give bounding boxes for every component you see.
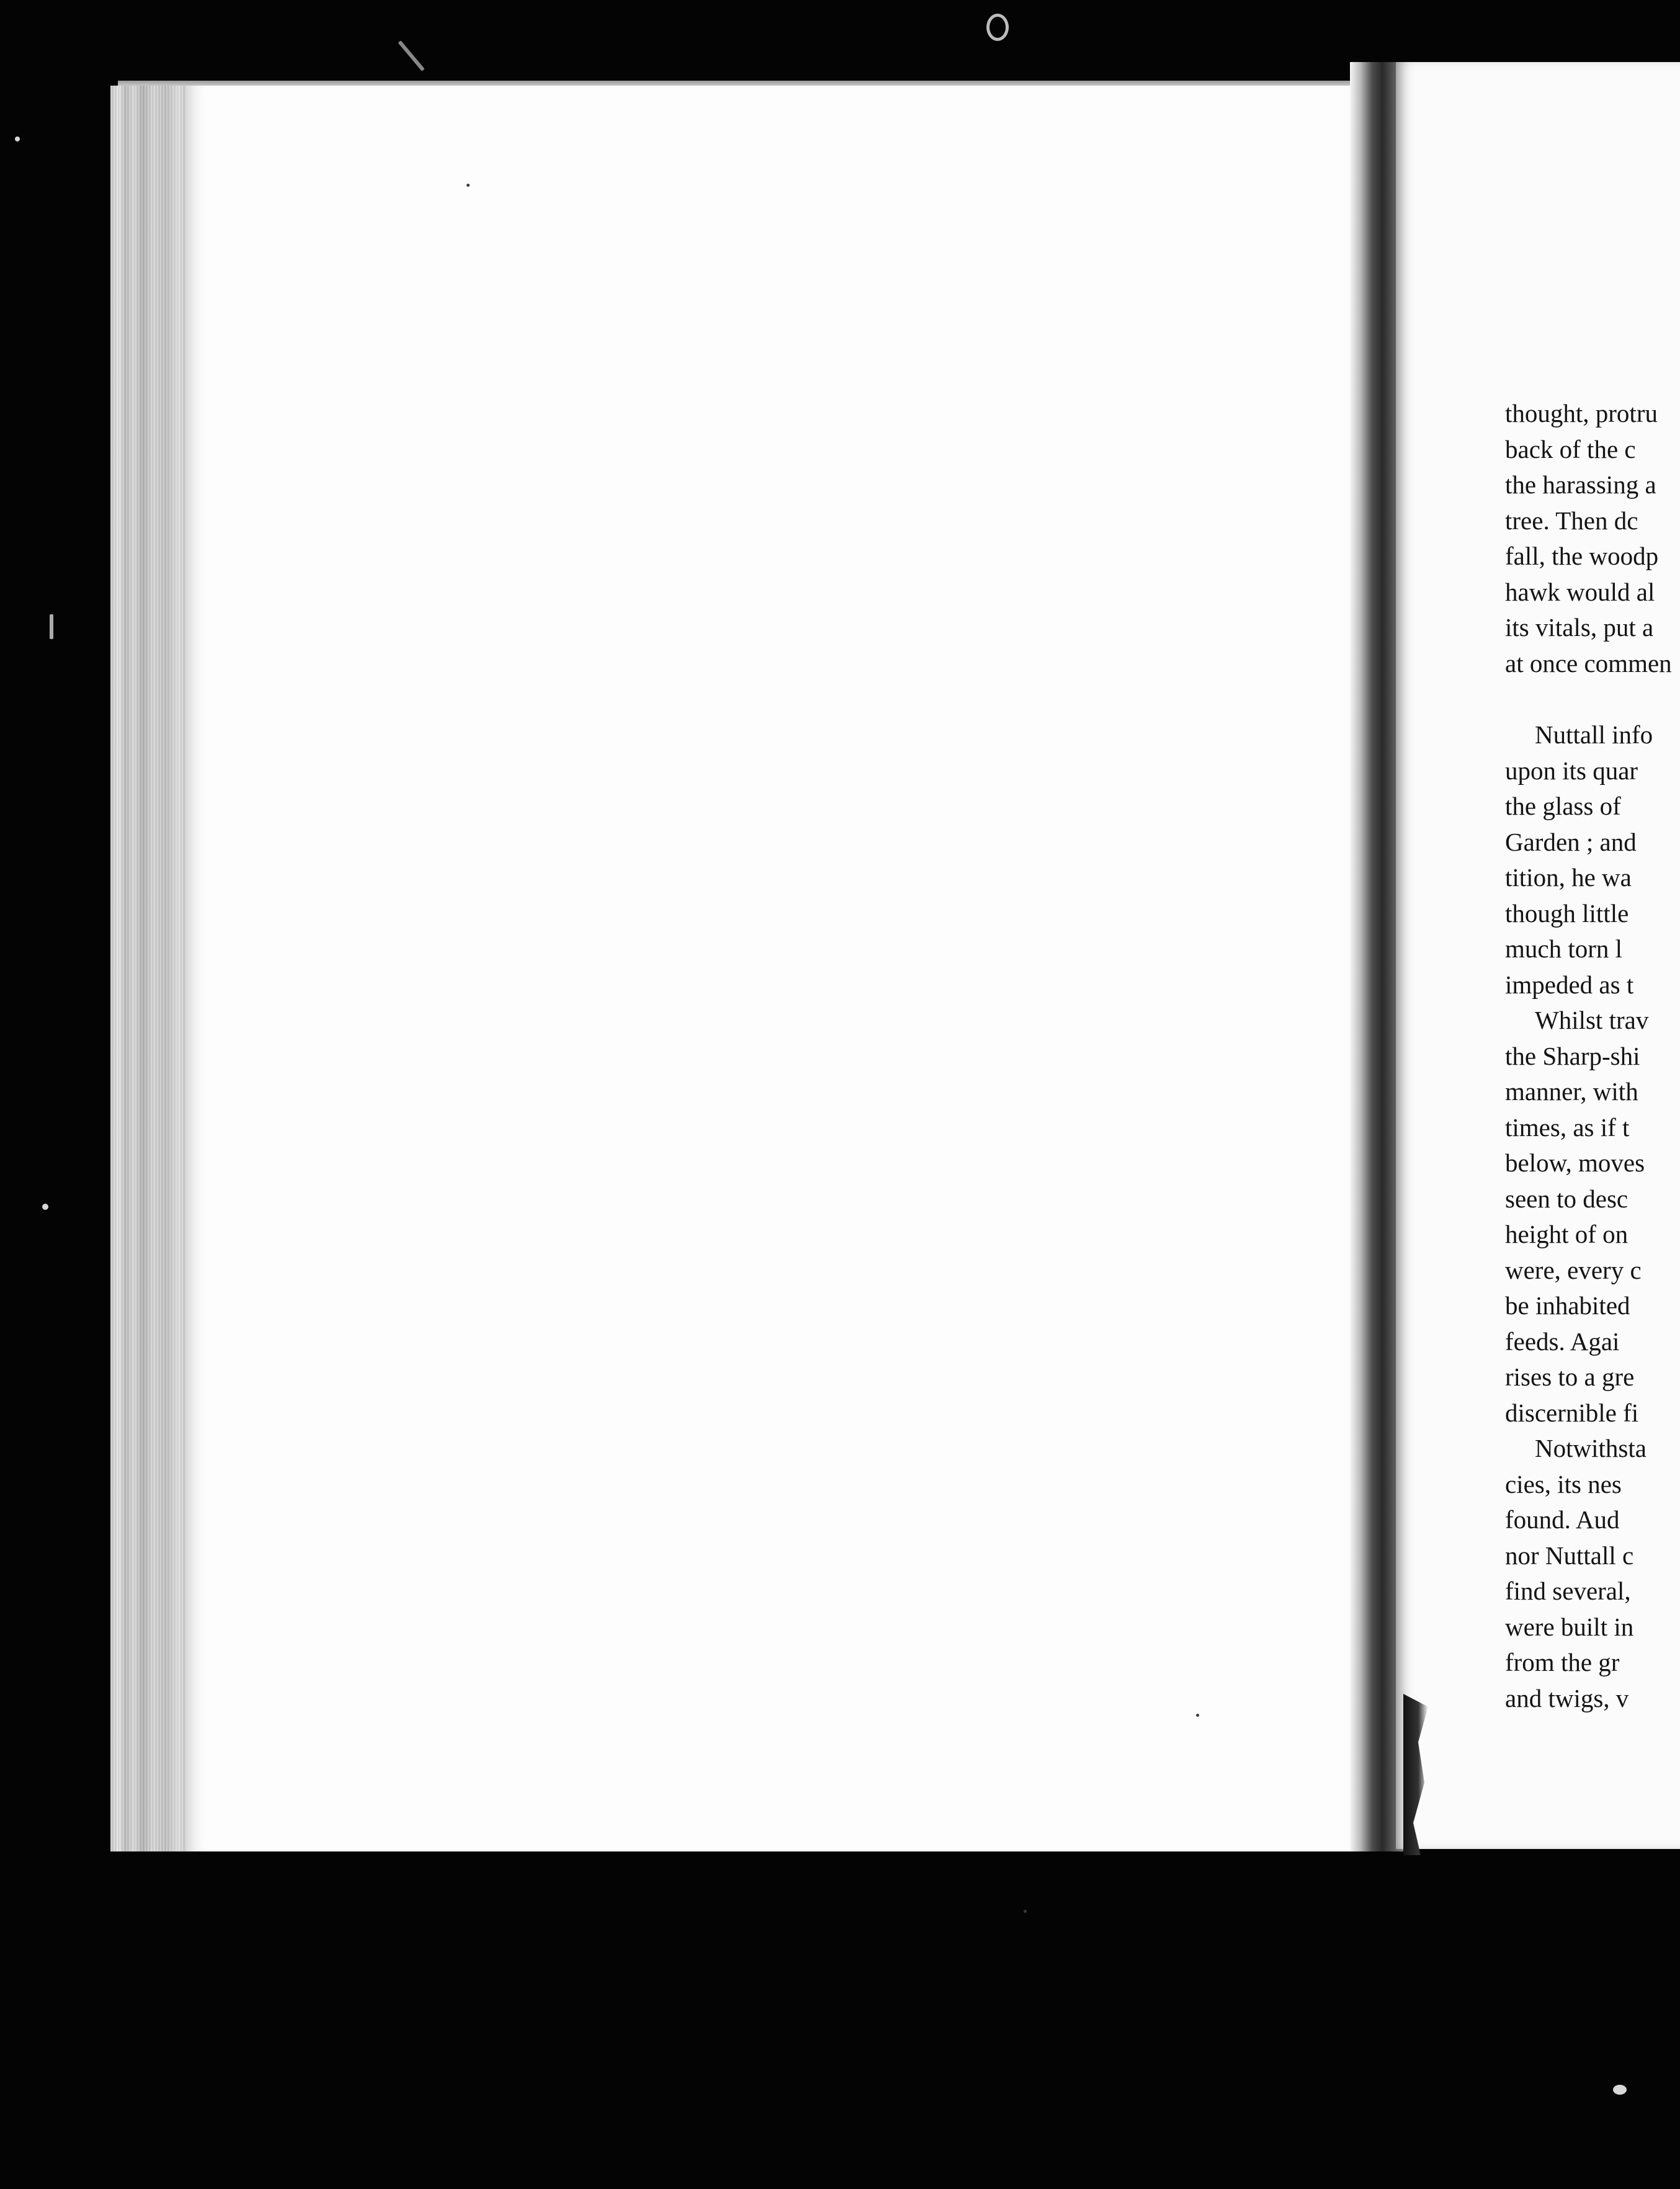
text-line: found. Aud xyxy=(1505,1505,1620,1534)
scan-speck xyxy=(50,614,53,639)
scan-speck xyxy=(1613,2085,1627,2095)
text-line: tition, he wa xyxy=(1505,863,1632,892)
page-speck xyxy=(1196,1714,1199,1717)
text-line: though little xyxy=(1505,898,1629,928)
text-line: rises to a gre xyxy=(1505,1363,1635,1391)
text-line: below, moves xyxy=(1505,1148,1645,1177)
text-line: Whilst trav xyxy=(1535,1006,1649,1034)
text-line: at once commen xyxy=(1505,648,1672,678)
text-line: much torn l xyxy=(1505,934,1623,963)
text-line: tree. Then dc xyxy=(1505,506,1638,535)
left-page-blank xyxy=(186,86,1393,1851)
text-line: manner, with xyxy=(1505,1077,1638,1106)
scan-speck xyxy=(398,40,424,71)
text-line: were built in xyxy=(1505,1612,1634,1641)
page-speck xyxy=(467,184,470,187)
text-line: impeded as t xyxy=(1505,970,1634,999)
text-line: and twigs, v xyxy=(1505,1683,1629,1712)
text-line: Garden ; and xyxy=(1505,827,1637,856)
text-line: height of on xyxy=(1505,1220,1629,1248)
text-line: find several, xyxy=(1505,1577,1631,1605)
page-speck xyxy=(1024,1910,1027,1913)
text-line: upon its quar xyxy=(1505,756,1638,785)
paragraph-gap xyxy=(1505,681,1680,717)
text-line: thought, protru xyxy=(1505,399,1658,428)
text-line: back of the c xyxy=(1505,434,1636,463)
text-line: nor Nuttall c xyxy=(1505,1541,1634,1570)
scan-speck xyxy=(42,1204,48,1210)
right-page-text xyxy=(1505,396,1680,1716)
text-line: Notwithsta xyxy=(1535,1434,1646,1462)
text-line: seen to desc xyxy=(1505,1184,1629,1213)
text-line: hawk would al xyxy=(1505,577,1655,606)
text-line: cies, its nes xyxy=(1505,1469,1622,1498)
text-line: the harassing a xyxy=(1505,470,1656,499)
text-line: Nuttall info xyxy=(1535,720,1653,749)
text-line: were, every c xyxy=(1505,1255,1642,1284)
text-line: the Sharp-shi xyxy=(1505,1041,1640,1070)
text-line: feeds. Agai xyxy=(1505,1327,1620,1356)
text-line: discernible fi xyxy=(1505,1398,1639,1427)
scan-speck xyxy=(986,14,1009,41)
text-line: times, as if t xyxy=(1505,1112,1630,1142)
text-line: its vitals, put a xyxy=(1505,613,1654,642)
text-line: fall, the woodp xyxy=(1505,542,1659,570)
text-line: from the gr xyxy=(1505,1648,1620,1676)
text-line: the glass of xyxy=(1505,792,1621,820)
text-line: be inhabited xyxy=(1505,1291,1630,1320)
scan-speck xyxy=(15,137,20,141)
